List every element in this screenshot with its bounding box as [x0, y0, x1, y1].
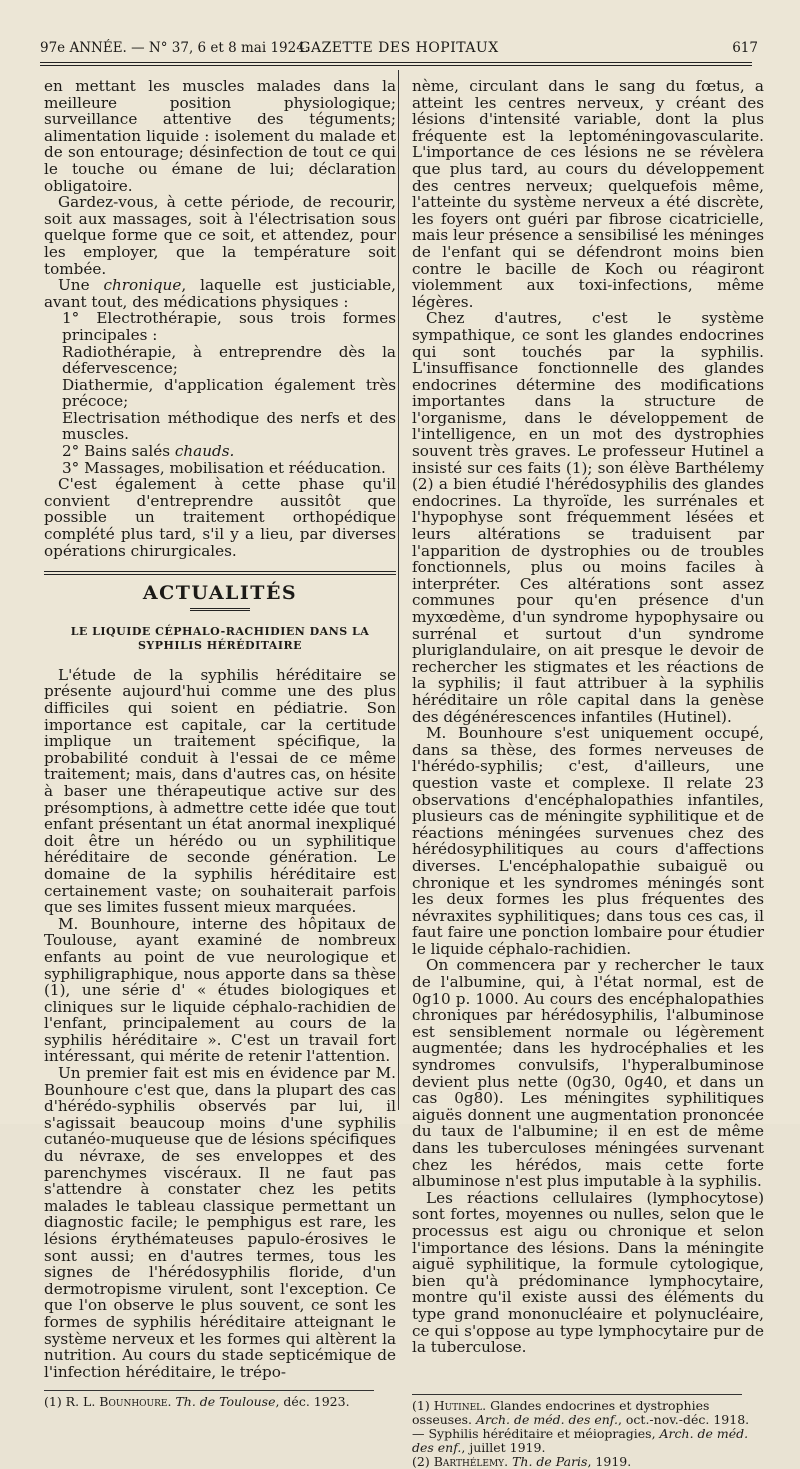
page-number: 617: [732, 40, 758, 56]
paragraph: Chez d'autres, c'est le système sympathique, ce sont les glandes endocrines qui sont touchés par la syphilis. L'insuffisance fonctionnelle des glandes endocrines détermine des modifications importantes dans la structure de l'organisme, dans le développement de l'intelligence, en un mot des dystrophies souvent très graves. Le professeur Hutinel a insisté sur ces faits (1); son élève Barthélemy (2) a bien étudié l'hérédosyphilis des glandes endocrines. La thyroïde, les surrénales et l'hypophyse sont fréquemment lésées et leurs altérations se traduisent par l'apparition de dystrophies ou de troubles fonctionnels, plus ou moins faciles à interpréter. Ces altérations sont assez communes pour qu'en présence d'un myxœdème, d'un syndrome hypophysaire ou surrénal et surtout d'un syndrome pluriglandulaire, on ait presque le devoir de rechercher les stigmates et les réactions de la syphilis; il faut attribuer à la syphilis héréditaire un rôle capital dans la genèse des dégénérescences infantiles (Hutinel).: [412, 309, 764, 726]
issue-info: 97e ANNÉE. — N° 37, 6 et 8 mai 1924.: [40, 40, 310, 56]
paragraph: C'est également à cette phase qu'il convient d'entreprendre aussitôt que possible un traitement orthopédique complété plus tard, s'il y a lieu, par diverses opérations chirurgicales.: [44, 475, 396, 560]
paragraph: Gardez-vous, à cette période, de recourir, soit aux massages, soit à l'électrisation sous quelque forme que ce soit, et attendez, pour les employer, que la température soit tombée.: [44, 193, 396, 278]
paragraph: en mettant les muscles malades dans la meilleure position physiologique; surveillance attentive des téguments; alimentation liquide : isolement du malade et de son entourage; désinfection de tout ce qui le touche ou émane de lui; déclaration obligatoire.: [44, 77, 396, 195]
page-header: [40, 36, 758, 58]
column-divider: [398, 70, 399, 1110]
paragraph: nème, circulant dans le sang du fœtus, a atteint les centres nerveux, y créant des lésions d'intensité variable, dont la plus fréquente est la leptoméningovascularite. L'importance de ces lésions ne se révèlera que plus tard, au cours du développement des centres nerveux; quelquefois même, l'atteinte du système nerveux a été discrète, les foyers ont guéri par fibrose cicatricielle, mais leur présence a sensibilisé les méninges de l'enfant qui se défendront moins bien contre le bacille de Koch ou réagiront violemment aux toxi-infections, même légères.: [412, 77, 764, 311]
list-item: 2° Bains salés chauds.: [62, 442, 235, 461]
right-column: [412, 78, 764, 1469]
footnote: (2) Barthélemy. Th. de Paris, 1919.: [412, 1453, 632, 1469]
paragraph: L'étude de la syphilis héréditaire se présente aujourd'hui comme une des plus difficiles qui soient en pédiatrie. Son importance est capitale, car la certitude implique un traitement spécifique, la probabilité conduit à l'essai de ce même traitement; mais, dans d'autres cas, on hésite à baser une thérapeutique active sur des présomptions, à admettre cette idée que tout enfant présentant un état anormal inexpliqué doit être un hérédo ou un syphilitique héréditaire de seconde génération. Le domaine de la syphilis héréditaire est certainement vaste; on souhaiterait parfois que ses limites fussent mieux marquées.: [44, 665, 396, 917]
list-item: Diathermie, d'application également très précoce;: [62, 375, 396, 411]
list-item: Radiothérapie, à entreprendre dès la défervescence;: [62, 342, 396, 378]
footnote-rule: [412, 1394, 742, 1395]
list-item: 3° Massages, mobilisation et rééducation.: [62, 458, 386, 477]
footnote: (1) R. L. Bounhoure. Th. de Toulouse, déc. 1923.: [44, 1394, 350, 1410]
section-rule: [44, 571, 396, 575]
journal-title: GAZETTE DES HOPITAUX: [299, 40, 499, 56]
paragraph: Une chronique, laquelle est justiciable, avant tout, des médications physiques :: [44, 276, 396, 311]
paragraph: On commencera par y rechercher le taux de l'albumine, qui, à l'état normal, est de 0g10 p. 1000. Au cours des encéphalopathies chroniques par hérédosyphilis, l'albuminose est sensiblement normale ou légèrement augmentée; dans les hydrocéphalies et les syndromes convulsifs, l'hyperalbuminose devient plus nette (0g30, 0g40, et dans un cas 0g80). Les méningites syphilitiques aiguës donnent une augmentation prononcée du taux de l'albumine; il en est de même dans les tuberculoses méningées survenant chez les hérédos, mais cette forte albuminose n'est plus imputable à la syphilis.: [412, 956, 764, 1191]
section-title: ACTUALITÉS: [142, 582, 298, 605]
paragraph: Un premier fait est mis en évidence par M. Bounhoure c'est que, dans la plupart des cas d'hérédo-syphilis observés par lui, il s'agissait beaucoup moins d'une syphilis cutanéo-muqueuse que de lésions spécifiques du névraxe, de ses enveloppes et des parenchymes viscéraux. Il ne faut pas s'attendre à constater chez les petits malades le tableau classique permettant un diagnostic facile; le pemphigus est rare, les lésions érythémateuses papulo-érosives le sont aussi; en d'autres termes, tous les signes de l'hérédosyphilis floride, d'un dermotropisme virulent, sont l'exception. Ce que l'on observe le plus souvent, ce sont les formes de syphilis héréditaire atteignant le système nerveux et les formes qui altèrent la nutrition. Au cours du stade septicémique de l'infection héréditaire, le trépo-: [44, 1064, 396, 1381]
paragraph: M. Bounhoure, interne des hôpitaux de Toulouse, ayant examiné de nombreux enfants au point de vue neurologique et syphiligraphique, nous apporte dans sa thèse (1), une série d' « études biologiques et cliniques sur le liquide céphalo-rachidien de l'enfant, principalement au cours de la syphilis héréditaire ». C'est un travail fort intéressant, qui mérite de retenir l'attention.: [44, 914, 396, 1066]
list-item: 1° Electrothérapie, sous trois formes principales :: [62, 309, 396, 344]
paragraph: M. Bounhoure s'est uniquement occupé, dans sa thèse, des formes nerveuses de l'hérédo-syphilis; c'est, d'ailleurs, une question vaste et complexe. Il relate 23 observations d'encéphalopathies infantiles, plusieurs cas de méningite syphilitique et de réactions méningées survenues chez des hérédosyphilitiques au cours d'affections diverses. L'encéphalopathie subaiguë ou chronique et les syndromes méningés sont les deux formes les plus fréquentes des névraxites syphilitiques; dans tous ces cas, il faut faire une ponction lombaire pour étudier le liquide céphalo-rachidien.: [412, 724, 764, 958]
list-item: Electrisation méthodique des nerfs et des muscles.: [62, 408, 396, 444]
header-rule: [40, 62, 752, 66]
title-rule: [190, 608, 250, 611]
paragraph: Les réactions cellulaires (lymphocytose) sont fortes, moyennes ou nulles, selon que le processus est aigu ou chronique et selon l'importance des lésions. Dans la méningite aiguë syphilitique, la formule cytologique, bien qu'à prédominance lymphocytaire, montre qu'il existe aussi des éléments du type grand mononucléaire et polynucléaire, ce qui s'oppose au type lymphocytaire pur de la tuberculose.: [412, 1188, 764, 1357]
footnote: (1) Hutinel. Glandes endocrines et dystrophies osseuses. Arch. de méd. des enf., oct.-nov.-déc. 1918. — Syphilis héréditaire et méiopragies, Arch. de méd. des enf., juillet 1919.: [412, 1397, 750, 1455]
left-column: [44, 78, 396, 1409]
article-title: LE LIQUIDE CÉPHALO-RACHIDIEN DANS LA SYPHILIS HÉRÉDITAIRE: [70, 624, 370, 652]
footnotes: [412, 1399, 764, 1469]
footnote-rule: [44, 1390, 374, 1391]
